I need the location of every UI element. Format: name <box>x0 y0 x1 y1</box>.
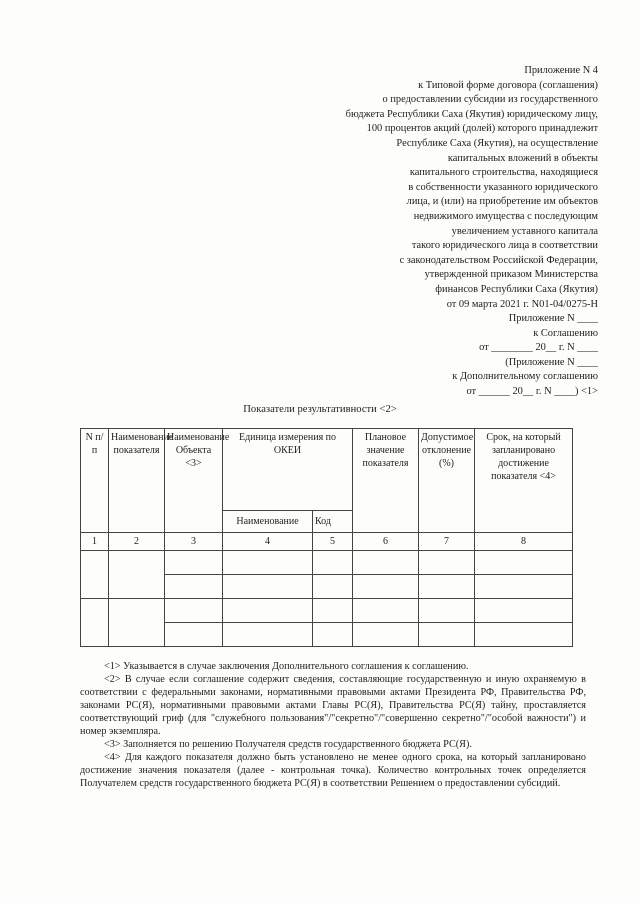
header-line: бюджета Республики Саха (Якутия) юридическому лицу, <box>345 108 598 120</box>
header-line: лица, и (или) на приобретение им объектов <box>406 196 598 208</box>
col-number: 1 <box>81 533 109 551</box>
table-cell-empty <box>419 599 475 623</box>
footnote-3: <3> Заполняется по решению Получателя средств государственного бюджета РС(Я). <box>104 739 472 750</box>
appendix-line: к Дополнительному соглашению <box>452 371 598 383</box>
table-title: Показатели результативности <2> <box>243 404 397 415</box>
table-cell-empty <box>353 551 419 575</box>
table-cell-empty <box>81 599 109 647</box>
header-line: недвижимого имущества с последующим <box>413 210 598 222</box>
table-cell-empty <box>419 575 475 599</box>
table-cell-empty <box>165 575 223 599</box>
header-line: Приложение N 4 <box>524 65 598 76</box>
col-number: 7 <box>419 533 475 551</box>
header-line: от 09 марта 2021 г. N01-04/0275-Н <box>446 298 598 310</box>
header-line: Республике Саха (Якутия), на осуществление <box>396 137 598 149</box>
header-line: утвержденной приказом Министерства <box>424 269 598 281</box>
table-cell-empty <box>165 623 223 647</box>
header-block <box>258 64 598 312</box>
col-number: 4 <box>223 533 313 551</box>
header-plan-value: Плановое значение показателя <box>353 429 419 533</box>
table-cell-empty <box>313 551 353 575</box>
header-unit-code: Код <box>313 511 353 533</box>
header-line: к Типовой форме договора (соглашения) <box>418 79 598 91</box>
table-cell-empty <box>353 599 419 623</box>
footnote-1: <1> Указывается в случае заключения Дополнительного соглашения к соглашению. <box>104 661 469 672</box>
header-line: 100 процентов акций (долей) которого принадлежит <box>366 123 598 135</box>
header-unit-name: Наименование <box>223 511 313 533</box>
table-cell-empty <box>223 599 313 623</box>
col-number: 3 <box>165 533 223 551</box>
header-line: в собственности указанного юридического <box>408 181 598 193</box>
header-line: с законодательством Российской Федерации, <box>399 254 598 266</box>
table-cell-empty <box>223 623 313 647</box>
header-line: увеличением уставного капитала <box>451 225 598 237</box>
header-indicator-name: Наименование показателя <box>109 429 165 533</box>
appendix-line: от ________ 20__ г. N ____ <box>479 342 598 354</box>
table-cell-empty <box>353 623 419 647</box>
table-cell-empty <box>419 551 475 575</box>
table-cell-empty <box>475 623 573 647</box>
header-line: такого юридического лица в соответствии <box>411 240 598 252</box>
table-cell-empty <box>313 599 353 623</box>
table-cell-empty <box>353 575 419 599</box>
appendix-line: (Приложение N ____ <box>505 356 598 368</box>
col-number: 6 <box>353 533 419 551</box>
table-cell-empty <box>165 551 223 575</box>
table-cell-empty <box>313 623 353 647</box>
header-line: капитальных вложений в объекты <box>447 152 598 164</box>
table-cell-empty <box>475 599 573 623</box>
table-cell-empty <box>81 551 109 599</box>
appendix-block <box>338 312 598 400</box>
table-cell-empty <box>109 551 165 599</box>
header-line: финансов Республики Саха (Якутия) <box>435 283 598 295</box>
header-num: N п/п <box>81 429 109 533</box>
header-deviation: Допустимое отклонение (%) <box>419 429 475 533</box>
table-cell-empty <box>313 575 353 599</box>
table-cell-empty <box>475 575 573 599</box>
table-cell-empty <box>223 551 313 575</box>
header-line: о предоставлении субсидии из государственного <box>382 94 598 106</box>
table-cell-empty <box>475 551 573 575</box>
table-cell-empty <box>419 623 475 647</box>
col-number: 5 <box>313 533 353 551</box>
table-cell-empty <box>223 575 313 599</box>
footnote-4: <4> Для каждого показателя должно быть установлено не менее одного срока, на который запланировано достижение значения показателя (далее - контрольная точка). Количество контрольных точек определяется Получателем средств государственного бюджета РС(Я) в соответствии Решением о предоставлении субсидий. <box>80 752 586 789</box>
table-cell-empty <box>165 599 223 623</box>
col-number: 8 <box>475 533 573 551</box>
appendix-line: от ______ 20__ г. N ____) <1> <box>466 385 598 397</box>
footnote-2: <2> В случае если соглашение содержит сведения, составляющие государственную и иную охраняемую в соответствии с федеральными законами, нормативными правовыми актами Президента РФ, Правительства РФ, законами РС(Я), нормативными правовыми актами Главы РС(Я), Правительства РС(Я) тайну, проставляется соответствующий гриф (для "служебного пользования"/"секретно"/"совершенно секретно"/"особой важности") и номер экземпляра. <box>80 674 586 737</box>
table-cell-empty <box>109 599 165 647</box>
col-number: 2 <box>109 533 165 551</box>
header-unit: Единица измерения по ОКЕИ <box>223 429 353 511</box>
appendix-line: к Соглашению <box>533 327 598 339</box>
header-term: Срок, на который запланировано достижение показателя <4> <box>475 429 573 533</box>
header-line: капитального строительства, находящиеся <box>409 167 598 179</box>
footnotes <box>80 660 586 790</box>
appendix-line: Приложение N ____ <box>508 313 598 324</box>
indicators-table <box>80 428 573 647</box>
header-object-name: Наименование Объекта <3> <box>165 429 223 533</box>
